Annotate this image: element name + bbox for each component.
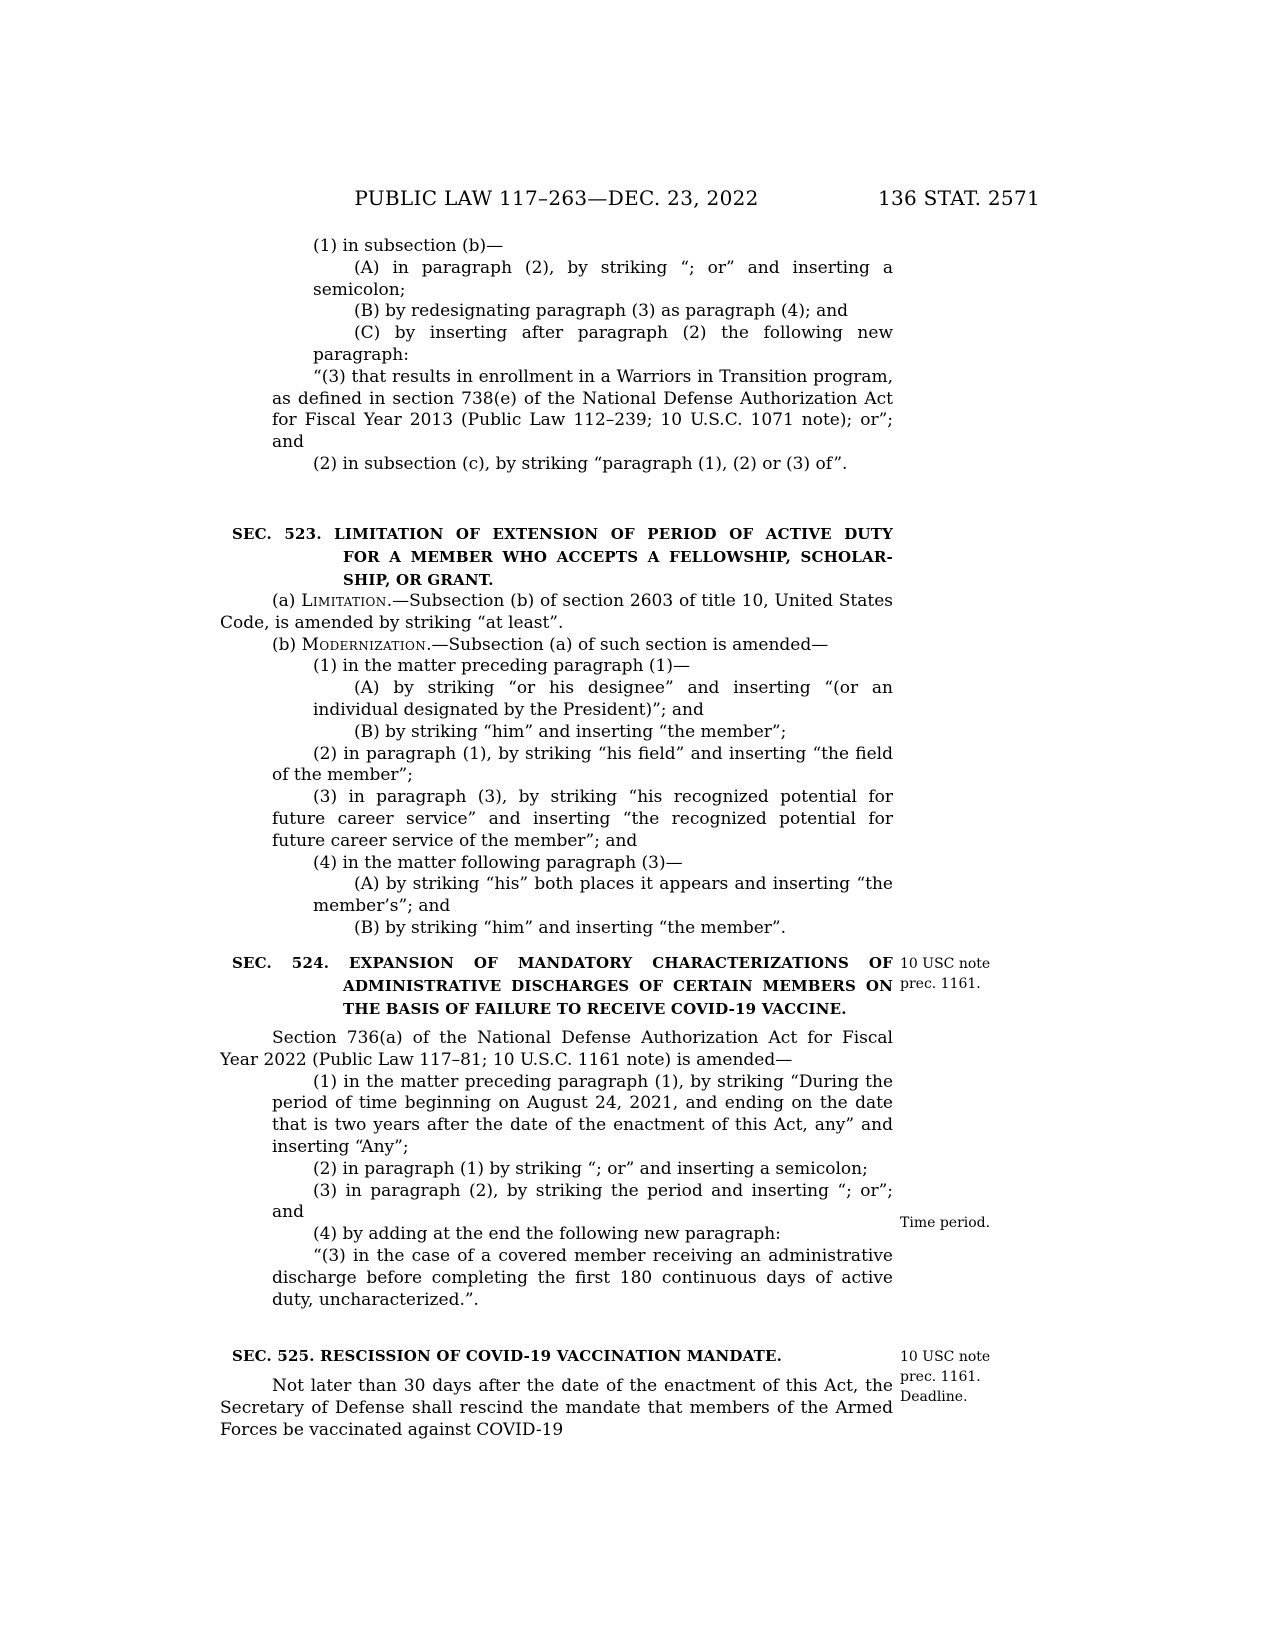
- paragraph: (A) by striking “his” both places it appears and inserting “the member’s”; and: [313, 874, 893, 917]
- margin-note: [900, 1347, 1010, 1407]
- heading-line: SEC. 525. RESCISSION OF COVID-19 VACCINATION MANDATE.: [232, 1347, 783, 1365]
- page-header: [220, 186, 1040, 214]
- paragraph: (1) in subsection (b)—: [313, 236, 504, 256]
- body-text-block: [220, 591, 893, 940]
- note-line: 10 USC note: [900, 956, 991, 972]
- paragraph: (C) by inserting after paragraph (2) the following new paragraph:: [313, 323, 893, 365]
- paragraph: (1) in the matter preceding paragraph (1)—: [313, 656, 690, 677]
- body-text-block: [220, 236, 893, 476]
- paragraph-subsection-a: (a) Limitation.—Subsection (b) of section 2603 of title 10, United States Code, is amended by striking “at least”.: [220, 591, 893, 633]
- paragraph: (B) by redesignating paragraph (3) as paragraph (4); and: [354, 301, 849, 322]
- section-523-heading: [220, 523, 893, 592]
- paragraph: “(3) in the case of a covered member receiving an administrative discharge before completing the first 180 continuous days of active duty, uncharacterized.”.: [272, 1245, 893, 1310]
- paragraph-subsection-b: (b) Modernization.—Subsection (a) of such section is amended—: [272, 634, 829, 655]
- heading-line: ADMINISTRATIVE DISCHARGES OF CERTAIN MEMBERS ON: [343, 977, 893, 995]
- paragraph: (B) by striking “him” and inserting “the member”;: [354, 721, 787, 742]
- section-524-heading: [220, 952, 893, 1021]
- paragraph: (A) by striking “or his designee” and inserting “(or an individual designated by the President)”; and: [313, 678, 893, 720]
- paragraph: (B) by striking “him” and inserting “the member”.: [354, 917, 787, 938]
- body-text-block: [220, 1028, 893, 1311]
- heading-line: SEC. 524. EXPANSION OF MANDATORY CHARACTERIZATIONS OF: [232, 954, 893, 972]
- paragraph: (A) in paragraph (2), by striking “; or” and inserting a semicolon;: [313, 257, 893, 300]
- paragraph: (2) in subsection (c), by striking “paragraph (1), (2) or (3) of”.: [313, 453, 848, 474]
- paragraph: (2) in paragraph (1) by striking “; or” and inserting a semicolon;: [313, 1158, 868, 1179]
- heading-line: FOR A MEMBER WHO ACCEPTS A FELLOWSHIP, SCHOLAR-: [343, 548, 893, 566]
- heading-line: SHIP, OR GRANT.: [343, 571, 494, 589]
- paragraph: Not later than 30 days after the date of the enactment of this Act, the Secretary of Defense shall rescind the mandate that members of the Armed Forces be vaccinated against COVID-19: [220, 1376, 893, 1440]
- note-line: prec. 1161.: [900, 976, 981, 992]
- paragraph: (1) in the matter preceding paragraph (1), by striking “During the period of time beginning on August 24, 2021, and ending on the date that is two years after the date of the enactment of this Act, any” and inserting “Any”;: [272, 1071, 893, 1157]
- heading-line: SEC. 523. LIMITATION OF EXTENSION OF PERIOD OF ACTIVE DUTY: [232, 525, 893, 543]
- public-law-title: PUBLIC LAW 117–263—DEC. 23, 2022: [354, 186, 759, 210]
- body-text-block: [220, 1376, 893, 1441]
- paragraph: (3) in paragraph (3), by striking “his recognized potential for future career service” and inserting “the recognized potential for future career service of the member”; and: [272, 787, 893, 851]
- note-line: Deadline.: [900, 1389, 968, 1405]
- paragraph: “(3) that results in enrollment in a Warriors in Transition program, as defined in section 738(e) of the National Defense Authorization Act for Fiscal Year 2013 (Public Law 112–239; 10 U.S.C. 1071 note); or”; and: [272, 366, 893, 453]
- paragraph: (4) in the matter following paragraph (3)—: [313, 852, 683, 873]
- heading-line: THE BASIS OF FAILURE TO RECEIVE COVID-19 VACCINE.: [343, 1000, 847, 1018]
- note-line: prec. 1161.: [900, 1369, 981, 1385]
- paragraph: Section 736(a) of the National Defense Authorization Act for Fiscal Year 2022 (Public Law 117–81; 10 U.S.C. 1161 note) is amended—: [220, 1028, 893, 1070]
- paragraph: (4) by adding at the end the following new paragraph:: [313, 1224, 781, 1245]
- paragraph: (2) in paragraph (1), by striking “his field” and inserting “the field of the member”;: [272, 743, 893, 786]
- margin-note: [900, 954, 1010, 994]
- note-line: 10 USC note: [900, 1349, 991, 1365]
- margin-note: [900, 1213, 1010, 1233]
- paragraph: (3) in paragraph (2), by striking the period and inserting “; or”; and: [272, 1180, 893, 1223]
- note-line: Time period.: [900, 1215, 991, 1231]
- statute-page-number: 136 STAT. 2571: [877, 186, 1040, 210]
- section-525-heading: [220, 1345, 893, 1368]
